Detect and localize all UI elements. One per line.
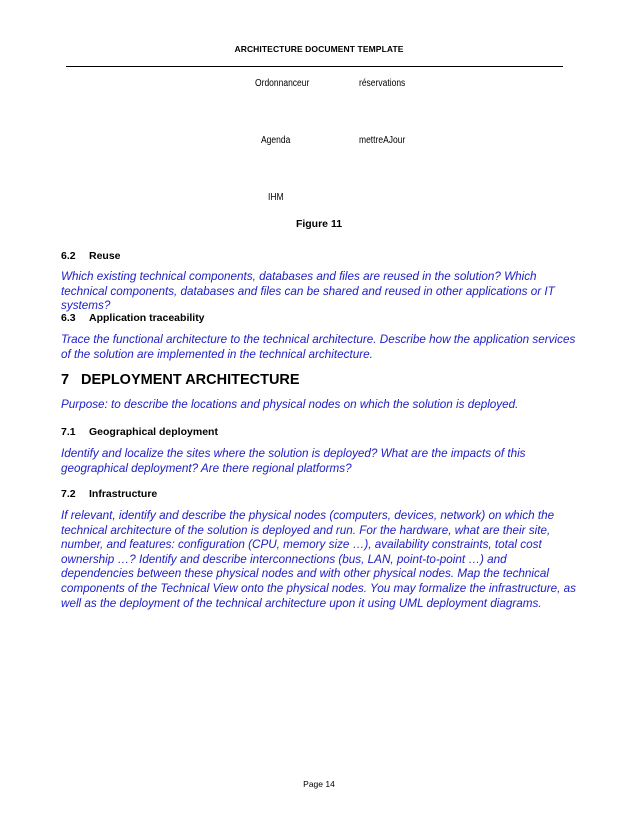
figure-label-reservations: réservations [359,78,406,89]
section-number: 7.2 [61,488,76,500]
section-number: 7.1 [61,426,76,438]
section-text-7-1: Identify and localize the sites where the solution is deployed? What are the impacts of this geographical deployment? Are there regional platforms? [61,447,526,475]
section-title: Geographical deployment [89,426,218,438]
chapter-number: 7 [61,372,70,388]
header-divider [66,66,563,67]
section-number: 6.3 [61,312,76,324]
chapter-purpose-text: Purpose: to describe the locations and physical nodes on which the solution is deployed. [61,398,519,411]
chapter-title: DEPLOYMENT ARCHITECTURE [81,372,300,388]
figure-caption: Figure 11 [295,218,343,230]
section-text-7-2: If relevant, identify and describe the physical nodes (computers, devices, network) on which the technical architecture of the solution is deployed and run. For the hardware, what are their site, number, and features: configuration (CPU, memory size …), availability constraints, total cost ownership …? Identify and describe interconnections (bus, LAN, point-to-point …) and dependencies between these physical nodes and with other physical nodes. Map the technical components of the Technical View onto the physical nodes. You may formalize the infrastructure, as well as the deployment of the technical architecture upon it using UML deployment diagrams. [61,509,576,610]
figure-label-agenda: Agenda [261,135,291,146]
section-title: Application traceability [89,312,205,324]
section-heading-7-2 [61,488,157,500]
section-heading-7-1 [61,426,218,438]
section-heading-6-2 [61,250,121,262]
section-number: 6.2 [61,250,76,262]
figure-label-mettreajour: mettreAJour [359,135,406,146]
section-title: Reuse [89,250,121,262]
figure-label-ihm: IHM [268,192,284,203]
section-heading-6-3 [61,312,205,324]
page-number: Page 14 [303,779,335,789]
chapter-heading-7 [61,372,300,388]
section-title: Infrastructure [89,488,158,500]
figure-label-ordonnanceur: Ordonnanceur [255,78,310,89]
section-text-6-2: Which existing technical components, databases and files are reused in the solution? Which technical components, databases and files can be shared and reused in other applications or IT systems? [61,270,555,313]
section-text-6-3: Trace the functional architecture to the technical architecture. Describe how the application services of the solution are implemented in the technical architecture. [61,333,576,361]
document-header-title: ARCHITECTURE DOCUMENT TEMPLATE [234,44,404,54]
